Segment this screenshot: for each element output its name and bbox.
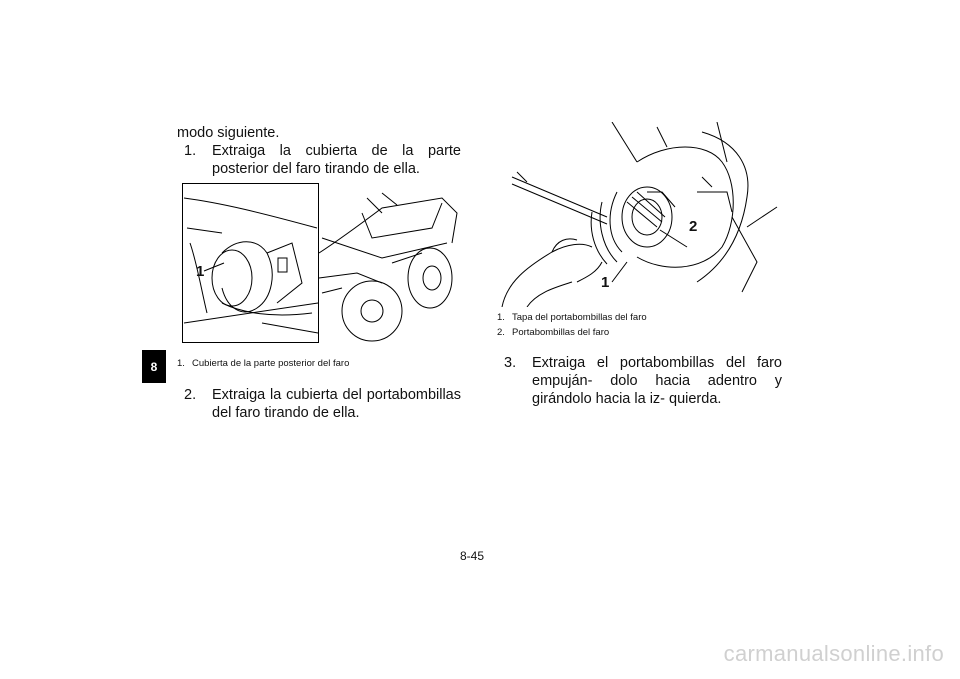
figure2-callout-2: 2 [689, 218, 698, 235]
step-3 [497, 354, 782, 408]
caption-figure-2 [497, 310, 781, 340]
caption-number: 1. [497, 312, 505, 323]
step-number: 2. [184, 387, 197, 403]
left-column-bottom [177, 386, 461, 422]
step-1 [177, 142, 461, 178]
right-column-text [497, 354, 782, 408]
figure-bulb-holder [497, 122, 782, 307]
left-column-top [177, 124, 461, 178]
figure1-callout-1: 1 [196, 263, 205, 280]
caption-row [177, 356, 461, 371]
step-text: Extraiga la cubierta de la parte posterior del faro tirando de ella. [212, 143, 461, 177]
caption-row [497, 310, 781, 325]
caption-figure-1 [177, 356, 461, 371]
caption-row [497, 325, 781, 340]
caption-text: Tapa del portabombillas del faro [512, 312, 647, 323]
watermark: carmanualsonline.info [723, 641, 944, 666]
caption-number: 1. [177, 358, 185, 369]
intro-text: modo siguiente. [177, 125, 280, 141]
step-2 [177, 386, 461, 422]
step-number: 3. [504, 355, 517, 371]
caption-text: Portabombillas del faro [512, 327, 610, 338]
step-text: Extraiga la cubierta del portabombillas del faro tirando de ella. [212, 387, 461, 421]
caption-text: Cubierta de la parte posterior del faro [192, 358, 350, 369]
figure-atv-headlight [182, 183, 462, 343]
section-tab: 8 [142, 350, 166, 383]
caption-number: 2. [497, 327, 505, 338]
figure2-callout-1: 1 [601, 274, 610, 291]
step-text: Extraiga el portabombillas del faro empuján- dolo hacia adentro y girándolo hacia la iz- quierda. [532, 355, 782, 407]
page-number: 8-45 [460, 549, 485, 563]
step-number: 1. [184, 143, 197, 159]
